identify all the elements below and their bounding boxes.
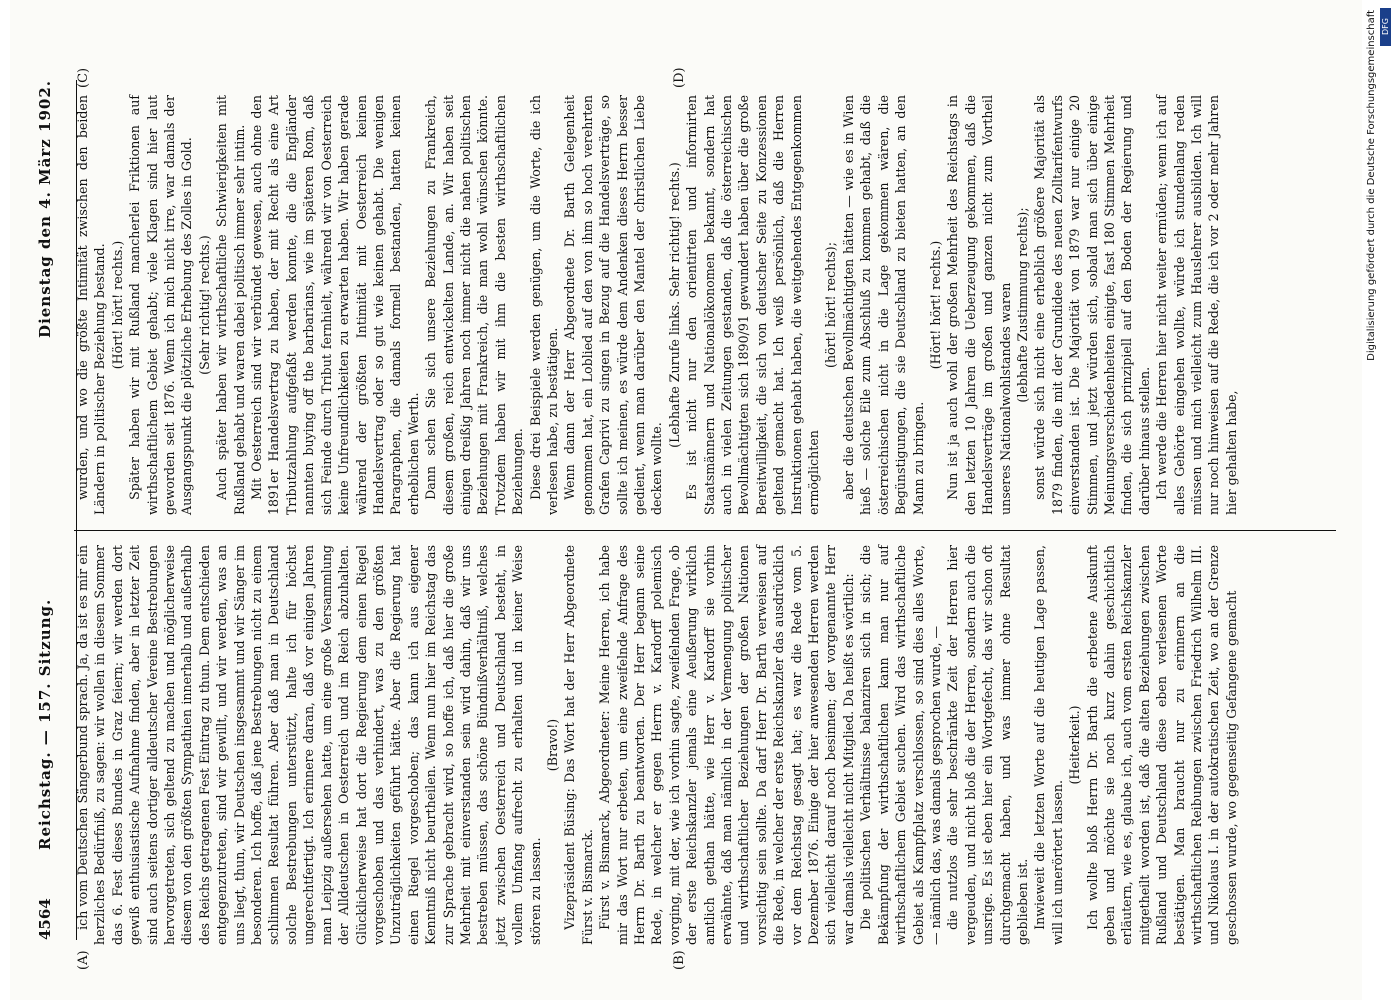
page-header [32, 80, 66, 940]
paragraph: Nun ist ja auch wohl der großen Mehrheit des Reichstags in den letzten 10 Jahren die Ueberzeugung gekommen, daß die Handelsverträge im großen und ganzen nicht zum Vortheil unseres Nationalwohlstandes waren [945, 95, 1013, 515]
document-page [10, 0, 1390, 1000]
paragraph: Fürst v. Bismarck, Abgeordneter: Meine Herren, ich habe mir das Wort nur erbeten, um eine zweifelnde Anfrage des Herrn Dr. Barth zu beantworten. Der Herr begann seine Rede, in welcher er gegen Herrn v. Kardorff polemisch vorging, mit der, wie ich vorhin sagte, zweifelnden Frage, ob der erste Reichskanzler jemals eine Aeußerung wirklich amtlich gethan hätte, wie Herr v. Kardorff sie vorhin erwähnte, daß man nämlich in der Vermengung politischer und wirthschaftlicher Beziehungen der großen Nationen vorsichtig sein sollte. Da darf Herr Dr. Barth verweisen auf die Rede, in welcher der erste Reichskanzler das ausdrücklich vor dem Reichstag gesagt hat; es war die Rede vom 5. Dezember 1876. Einige der hier anwesenden Herren werden sich vielleicht darauf noch besinnen; der vorgenannte Herr war damals vielleicht nicht Mitglied. Da heißt es wörtlich: [597, 545, 856, 945]
paragraph: Ich wollte bloß Herrn Dr. Barth die erbetene Auskunft geben und möchte sie noch kurz dahin geschichtlich erläutern, wie es, glaube ich, auch vom ersten Reichskanzler mitgetheilt worden ist, daß die alten Beziehungen zwischen Rußland und Deutschland diese eben verlesenen Worte bestätigen. Man braucht nur zu erinnern an die wirthschaftlichen Reibungen zwischen Friedrich Wilhelm III. und Nikolaus I. in der autokratischen Zeit, wo an der Grenze geschossen wurde, wo gegenseitig Gefangene gemacht [1084, 545, 1239, 945]
margin-marker-b: (B) [672, 950, 687, 970]
paragraph: die nutzlos die sehr beschränkte Zeit der Herren hier vergeuden, und nicht bloß die der Herren, sondern auch die unsrige. Es ist eben hier ein Wortgefecht, das wir schon oft durchgemacht haben, und was immer ohne Resultat geblieben ist. [945, 545, 1030, 945]
paragraph: Ich werde die Herren hier nicht weiter ermüden; wenn ich auf alles Gehörte eingehen wollte, würde ich stundenlang reden müssen und mich vielleicht zum Hauslehrer ausbilden. Ich will nur noch hinweisen auf die Rede, die ich vor 2 oder mehr Jahren hier gehalten habe, [1154, 95, 1239, 515]
margin-marker-d: (D) [672, 67, 687, 88]
paragraph: (Hört! hört! rechts.) [109, 240, 125, 370]
page-number: 4564 [36, 898, 54, 940]
paragraph: aber die deutschen Bevollmächtigten hätten — wie es in Wien hieß — solche Eile zum Abschluß zu kommen gehabt, daß die österreichischen nicht in die Lage gekommen wären, die Begünstigungen, die sie Deutschland zu bieten hatten, an den Mann zu bringen. [840, 95, 926, 515]
paragraph: (Bravo!) [544, 718, 560, 772]
paragraph: Wenn dann der Herr Abgeordnete Dr. Barth Gelegenheit genommen hat, ein Loblied auf den von ihm so hoch verehrten Grafen Caprivi zu singen in Bezug auf die Handelsverträge, so sollte ich meinen, es würde dem Andenken dieses Herrn besser gedient, wenn man darüber den Mantel der christlichen Liebe decken wollte. [562, 95, 665, 515]
paragraph: (lebhafte Zustimmung rechts); [1014, 207, 1030, 403]
column-divider [74, 530, 1336, 531]
session-date: Dienstag den 4. März 1902. [36, 80, 54, 338]
paragraph: (hört! hört! rechts); [823, 242, 839, 368]
dfg-logo: DFG [1380, 8, 1391, 46]
paragraph: Die politischen Verhältnisse balanziren sich in sich; die Bekämpfung der wirthschaftlichen kann man nur auf wirthschaftlichem Gebiet suchen. Wird das wirthschaftliche Gebiet als Kampfplatz verschlossen, so sind dies alles Worte, — nämlich das, was damals gesprochen wurde, — [858, 545, 943, 945]
paragraph: Es ist nicht nur den orientirten und informirten Staatsmännern und Nationalökonomen bekannt, sondern hat auch in vielen Zeitungen gestanden, daß die österreichischen Bevollmächtigten sich 1890/91 gewundert haben über die große Bereitwilligkeit, die sich von deutscher Seite zu Konzessionen geltend gemacht hat. Ich weiß persönlich, daß die Herren Instruktionen gehabt haben, die weitgehendes Entgegenkommen ermöglichten [684, 95, 822, 515]
paragraph: Inwieweit die letzten Worte auf die heutigen Lage passen, will ich unerörtert lassen. [1032, 545, 1065, 945]
paragraph: Diese drei Beispiele werden genügen, um die Worte, die ich verlesen habe, zu bestätigen. [527, 95, 560, 515]
paragraph: (Hört! hört! rechts.) [927, 240, 943, 370]
paragraph: (Lebhafte Zurufe links. Sehr richtig! rechts.) [666, 162, 682, 448]
paragraph: (Sehr richtig! rechts.) [196, 235, 212, 375]
paragraph: Später haben wir mit Rußland mancherlei Friktionen auf wirthschaftlichem Gebiet gehabt; viele Klagen sind hier laut geworden seit 1876. Wenn ich mich nicht irre, war damals der Ausgangspunkt die plötzliche Erhebung des Zolles in Gold. [127, 95, 195, 515]
paragraph: wurden, und wo die größte Intimität zwischen den beiden Ländern in politischer Beziehung bestand. [75, 95, 108, 515]
left-text-column [74, 545, 1336, 945]
paragraph: sonst würde sich nicht eine erheblich größere Majorität als 1879 finden, die mit der Grundidee des neuen Zolltarifentwurfs einverstanden ist. Die Majorität von 1879 war nur einige 20 Stimmen, und jetzt würden sich, sobald man sich über einige Meinungsverschiedenheiten einigte, fast 180 Stimmen Mehrheit finden, die sich prinzipiell auf den Boden der Regierung und darüber hinaus stellen. [1032, 95, 1152, 515]
digitization-credit: Digitalisierung gefördert durch die Deutsche Forschungsgemeinschaft [1366, 10, 1377, 361]
rotated-page-content [10, 0, 1362, 1000]
paragraph: ich vom Deutschen Sängerbund sprach. Ja, da ist es mir ein herzliches Bedürfniß, zu sagen: wir wollen in diesem Sommer das 6. Fest dieses Bundes in Graz feiern; wir werden dort gewiß enthusiastische Aufnahme finden, aber in letzter Zeit sind auch seitens dortiger alldeutscher Vereine Bestrebungen hervorgetreten, sich geltend zu machen und möglicherweise diesem von den größten Sympathien innerhalb und außerhalb des Reichs getragenen Fest Eintrag zu thun. Dem entschieden entgegenzutreten, sind wir gewillt, und wir werden, was an uns liegt, thun, wir Deutschen insgesammt und wir Sänger im besonderen. Ich hoffe, daß jene Bestrebungen nicht zu einem schlimmen Resultat führen. Aber daß man in Deutschland solche Bestrebungen unterstützt, halte ich für höchst ungerechtfertigt. Ich erinnere daran, daß vor einigen Jahren man Leipzig außersehen hatte, um eine große Versammlung der Alldeutschen in Oesterreich und im Reich abzuhalten. Glücklicherweise hat dort die Regierung dem einen Riegel vorgeschoben und das verhindert, was zu den größten Unzuträglichkeiten geführt hätte. Aber die Regierung hat einen Riegel vorgeschoben; das kann ich aus eigener Kenntniß nicht beurtheilen. Wenn nun hier im Reichstag das zur Sprache gebracht wird, so hoffe ich, daß hier die große Mehrheit mit einverstanden sein wird dahin, daß wir uns bestreben müssen, das schöne Bündnißverhältniß, welches jetzt zwischen Oesterreich und Deutschland besteht, in vollem Umfang aufrecht zu erhalten und in keiner Weise stören zu lassen. [75, 545, 543, 945]
margin-marker-a: (A) [76, 950, 91, 970]
paragraph: (Heiterkeit.) [1067, 705, 1083, 785]
right-text-column [74, 95, 1336, 515]
margin-marker-c: (C) [76, 67, 91, 88]
paragraph: Mit Oesterreich sind wir verbündet gewesen, auch ohne den 1891er Handelsvertrag zu haben, der mit Recht als eine Art Tributzahlung aufgefaßt werden konnte, die die Engländer nannten buying off the barbarians, wie im späteren Rom, daß sich Feinde durch Tribut fernhielt, während wir von Oesterreich keine Unfreundlichkeiten zu erwarten haben. Wir haben gerade während der größten Intimität mit Oesterreich keinen Handelsvertrag oder so gut wie keinen gehabt. Die wenigen Paragraphen, die damals formell bestanden, hatten keinen erheblichen Werth. [249, 95, 421, 515]
paragraph: Auch später haben wir wirthschaftliche Schwierigkeiten mit Rußland gehabt und waren dabei politisch immer sehr intim. [214, 95, 247, 515]
paragraph: Dann schen Sie sich unsere Beziehungen zu Frankreich, diesem großen, reich entwickelten Lande, an. Wir haben seit einigen dreißig Jahren noch immer nicht die nahen politischen Beziehungen mit Frankreich, die man wohl wünschen könnte. Trotzdem haben wir mit ihm die besten wirthschaftlichen Beziehungen. [423, 95, 526, 515]
session-title: Reichstag. — 157. Sitzung. [36, 598, 54, 850]
paragraph: Vizepräsident Büsing: Das Wort hat der Herr Abgeordnete Fürst v. Bismarck. [562, 545, 595, 945]
